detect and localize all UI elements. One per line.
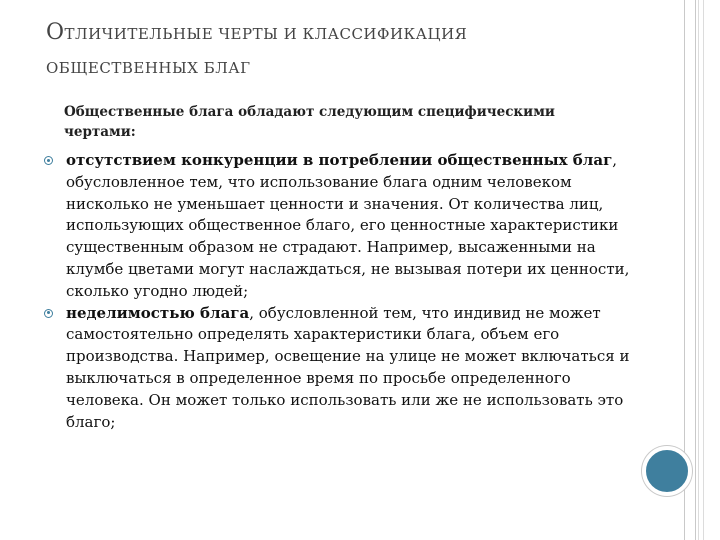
bullet-icon (44, 156, 53, 165)
intro-text: Общественные блага обладают следующим специфическими чертами: (64, 104, 555, 140)
item-text: , обусловленное тем, что использование блага одним человеком нисколько не уменьшает ценности и значения. От количества лиц, использующих общественное благо, его ценностные характеристики существенным образом не страдают. Например, высаженными на клумбе цветами могут наслаждаться, не вызывая потери их ценности, сколько угодно людей; (66, 151, 630, 300)
item-text: , обусловленной тем, что индивид не может самостоятельно определять характеристики блага, объем его производства. Например, освещение на улице не может включаться и выключаться в определенное время по просьбе определенного человека. Он может только использовать или же не использовать это благо; (66, 303, 630, 431)
title-initial: О (46, 20, 65, 45)
list-item (44, 150, 634, 303)
list-item (44, 303, 634, 434)
decorative-rail-inner (698, 0, 704, 540)
slide-title (46, 16, 666, 85)
title-line-2: ОБЩЕСТВЕННЫХ БЛАГ (46, 59, 251, 77)
bullet-list (44, 150, 634, 433)
decorative-circle (642, 446, 692, 496)
item-term: неделимостью блага (66, 303, 250, 322)
item-term: отсутствием конкуренции в потреблении общественных благ (66, 151, 613, 169)
title-line-1: ТЛИЧИТЕЛЬНЫЕ ЧЕРТЫ И КЛАССИФИКАЦИЯ (64, 25, 468, 43)
bullet-icon (44, 309, 53, 318)
